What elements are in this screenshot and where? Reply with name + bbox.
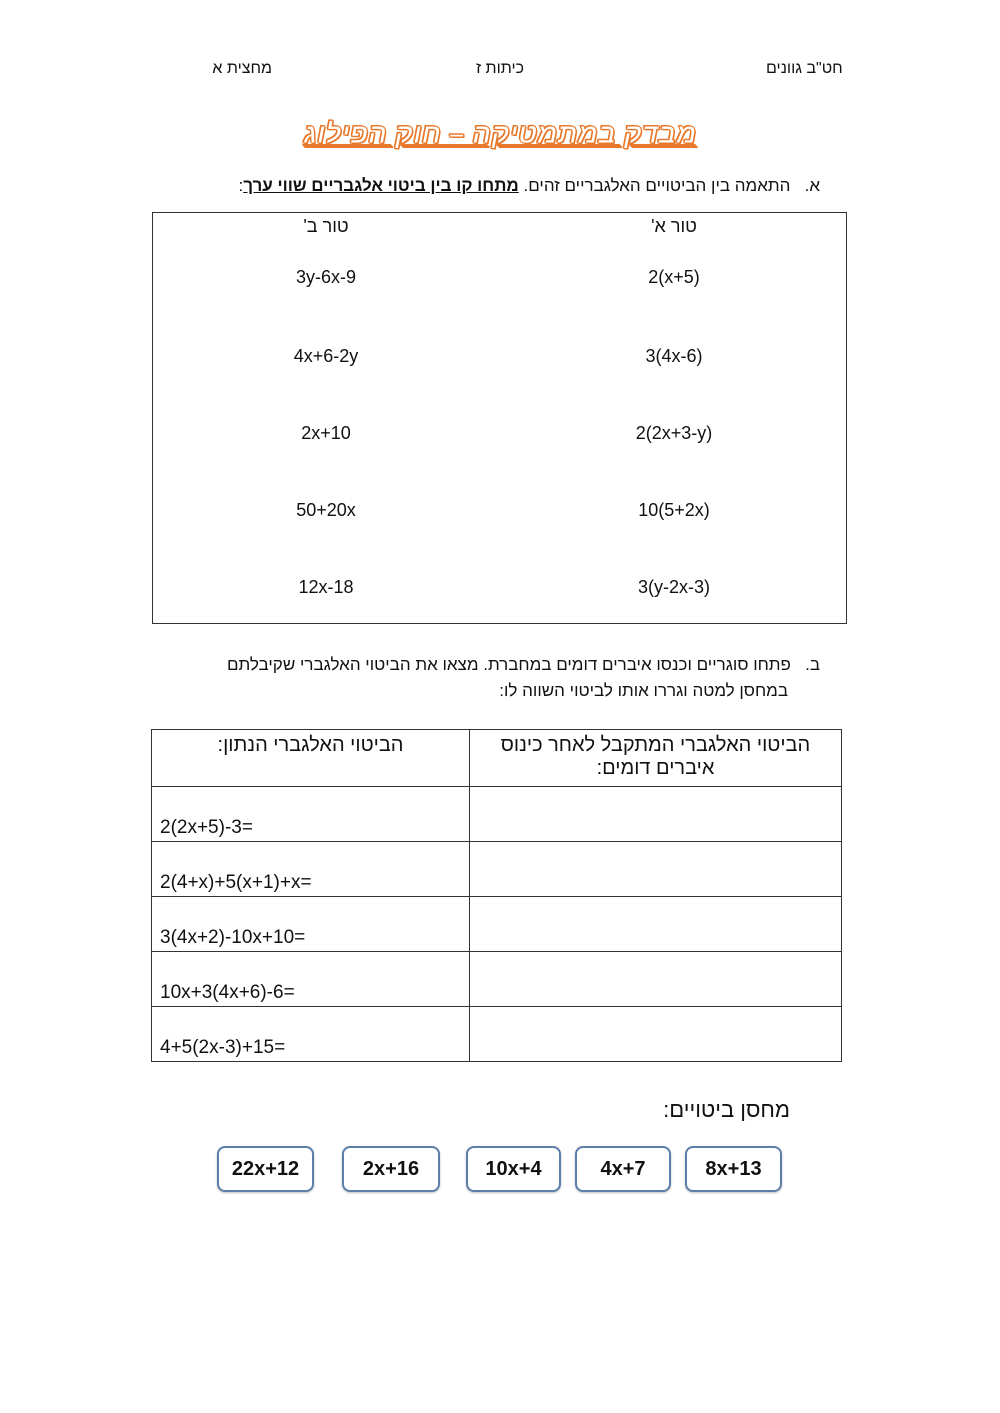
col-a-item[interactable]: 2(2x+3-y) <box>635 423 713 443</box>
drop-zone[interactable] <box>470 897 842 952</box>
draggable-chip[interactable]: 4x+7 <box>575 1146 671 1192</box>
section-b-marker: ב. <box>805 655 820 674</box>
drop-zone[interactable] <box>470 952 842 1007</box>
section-a-marker: א. <box>804 176 820 195</box>
page-title: מבדק במתמטיקה – חוק הפילוג <box>303 118 697 149</box>
section-b-instruction-line1 <box>160 655 820 675</box>
header-result: הביטוי האלגברי המתקבל לאחר כינוס איברים דומים: <box>470 730 842 787</box>
simplify-table <box>151 729 842 1062</box>
header-semester: מחצית א <box>212 60 272 77</box>
draggable-chip[interactable]: 2x+16 <box>342 1146 440 1192</box>
col-b-header: טור ב' <box>303 216 349 236</box>
col-a-item[interactable]: 2(x+5) <box>648 267 700 287</box>
section-a-instruction <box>180 176 820 196</box>
col-b-item[interactable]: 2x+10 <box>301 423 351 443</box>
given-expression: 2(2x+5)-3= <box>152 787 470 842</box>
header-school: חט"ב גוונים <box>766 60 843 77</box>
section-a-text: התאמה בין הביטויים האלגבריים זהים. <box>523 176 791 195</box>
section-b-text-1: פתחו סוגריים וכנסו איברים דומים במחברת. מצאו את הביטוי האלגברי שקיבלתם <box>226 655 791 674</box>
col-b-item[interactable]: 3y-6x-9 <box>295 267 357 287</box>
draggable-chip[interactable]: 10x+4 <box>466 1146 561 1192</box>
given-expression: 10x+3(4x+6)-6= <box>152 952 470 1007</box>
drop-zone[interactable] <box>470 787 842 842</box>
drop-zone[interactable] <box>470 1007 842 1062</box>
col-a-item[interactable]: 10(5+2x) <box>638 500 710 520</box>
col-b-item[interactable]: 4x+6-2y <box>293 346 359 366</box>
section-a-bold-text: מתחו קו בין ביטוי אלגבריים שווי ערך <box>243 176 519 195</box>
col-a-item[interactable]: 3(4x-6) <box>645 346 703 366</box>
col-b-item[interactable]: 50+20x <box>296 500 356 520</box>
section-b-text-2: במחסן למטה וגררו אותו לביטוי השווה לו: <box>499 681 788 700</box>
section-a-colon: : <box>238 176 244 195</box>
given-expression: 2(4+x)+5(x+1)+x= <box>152 842 470 897</box>
warehouse-label: מחסן ביטויים: <box>663 1097 790 1122</box>
header-given: הביטוי האלגברי הנתון: <box>152 730 470 787</box>
draggable-chip[interactable]: 22x+12 <box>217 1146 314 1192</box>
given-expression: 3(4x+2)-10x+10= <box>152 897 470 952</box>
col-b-item[interactable]: 12x-18 <box>298 577 354 597</box>
draggable-chip[interactable]: 8x+13 <box>685 1146 782 1192</box>
col-a-header: טור א' <box>651 216 697 236</box>
header-grade: כיתות ז <box>475 60 525 77</box>
given-expression: 4+5(2x-3)+15= <box>152 1007 470 1062</box>
drop-zone[interactable] <box>470 842 842 897</box>
col-a-item[interactable]: 3(y-2x-3) <box>637 577 710 597</box>
